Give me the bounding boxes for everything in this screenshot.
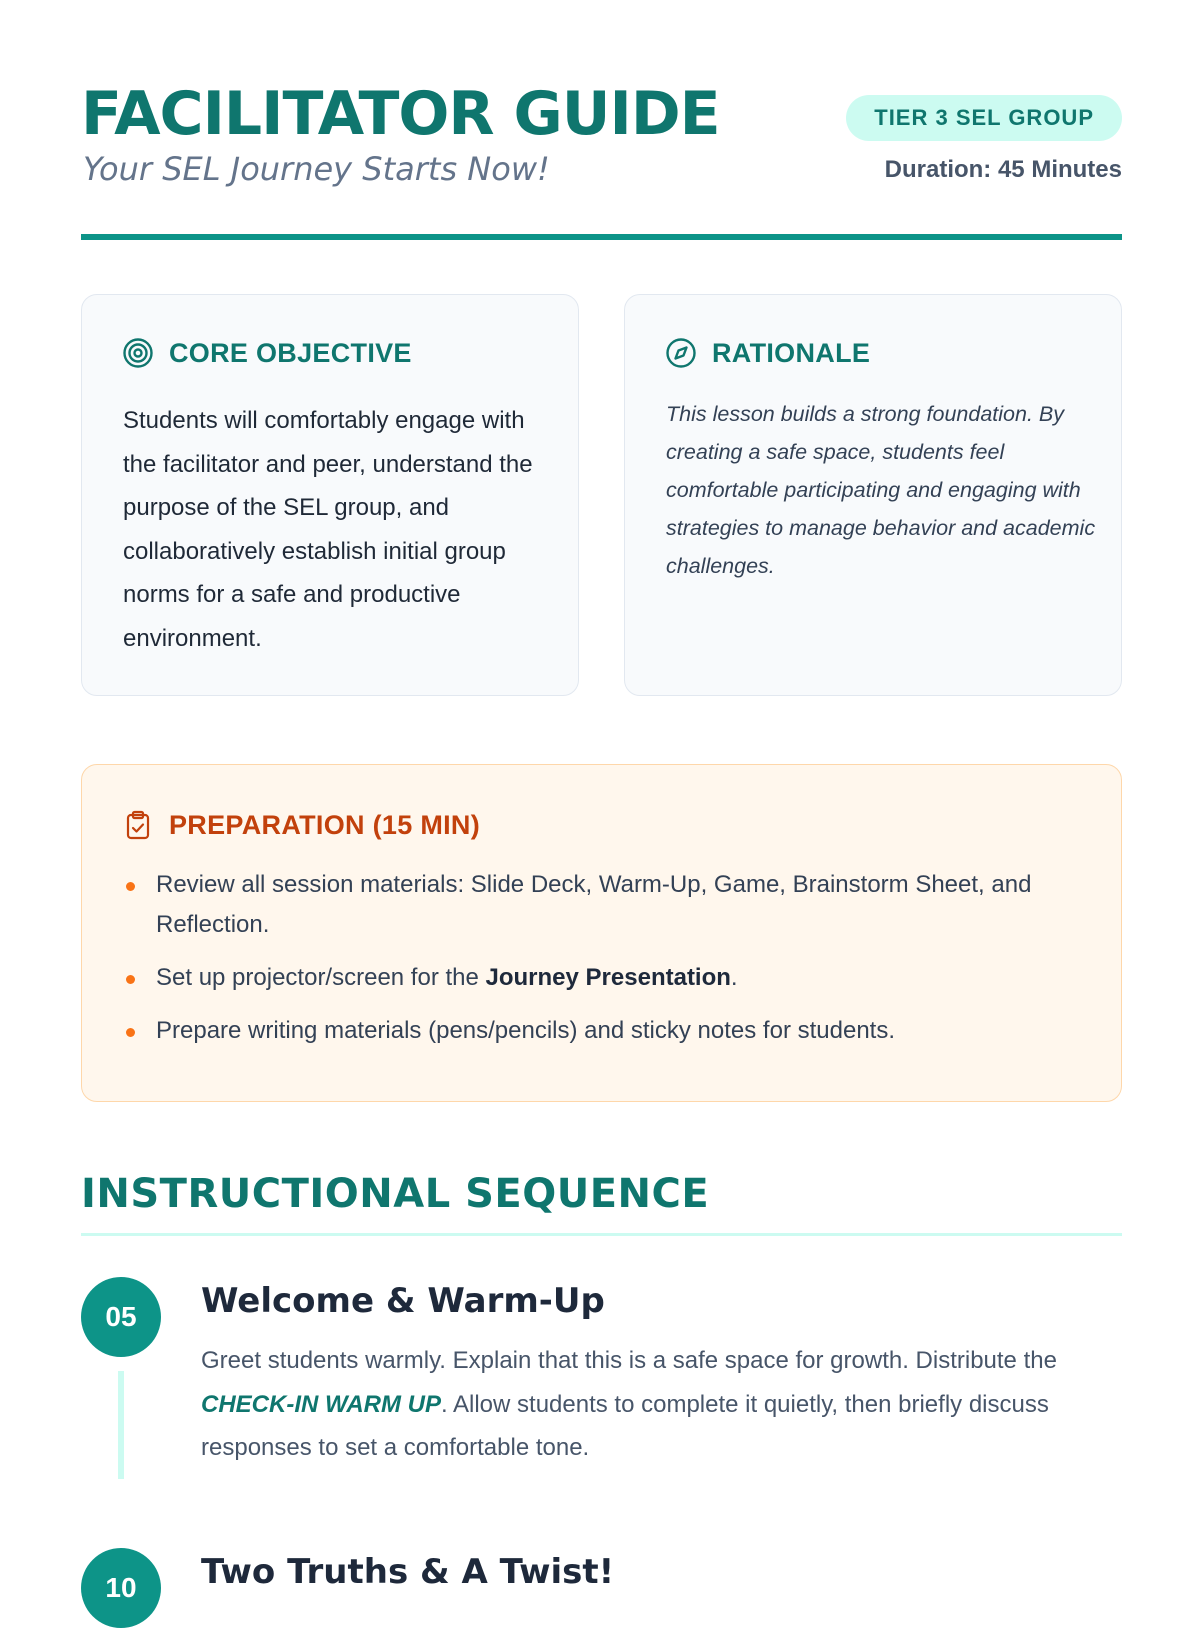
list-item-text-post: .	[730, 964, 738, 991]
rationale-title: RATIONALE	[712, 337, 871, 368]
step-description-post: . Allow students to complete it quietly, then briefly discuss responses to set a comfortable tone.	[201, 1390, 1049, 1461]
rationale-header	[665, 337, 870, 369]
core-objective-card	[81, 294, 579, 696]
sequence-divider	[81, 1233, 1122, 1236]
target-icon	[122, 337, 154, 369]
step-description	[201, 1339, 1101, 1470]
list-item-text: Prepare writing materials (pens/pencils) and sticky notes for students.	[156, 1017, 895, 1044]
rationale-card	[624, 294, 1122, 696]
bullet-icon	[126, 975, 135, 984]
preparation-header	[122, 809, 480, 841]
page-subtitle: Your SEL Journey Starts Now!	[83, 150, 550, 188]
step-description-highlight: CHECK-IN WARM UP	[201, 1390, 441, 1418]
step-connector	[118, 1371, 124, 1479]
list-item	[122, 865, 1082, 945]
header	[81, 80, 1122, 200]
list-item-text-bold: Journey Presentation	[485, 964, 731, 991]
step-minutes-badge: 05	[81, 1277, 161, 1357]
preparation-card	[81, 764, 1122, 1102]
bullet-icon	[126, 882, 135, 891]
step-minutes-badge: 10	[81, 1548, 161, 1628]
step-title: Two Truths & A Twist!	[201, 1552, 615, 1592]
duration-label: Duration: 45 Minutes	[884, 156, 1122, 183]
tier-badge: TIER 3 SEL GROUP	[846, 95, 1122, 141]
header-divider	[81, 234, 1122, 240]
step-title: Welcome & Warm-Up	[201, 1281, 605, 1321]
list-item	[122, 1011, 1082, 1051]
core-objective-header	[122, 337, 412, 369]
preparation-title: PREPARATION (15 MIN)	[169, 809, 481, 840]
sequence-step	[81, 1277, 1122, 1477]
list-item	[122, 958, 1082, 998]
preparation-list	[122, 865, 1082, 1064]
core-objective-title: CORE OBJECTIVE	[169, 337, 412, 368]
list-item-text-pre: Set up projector/screen for the	[156, 964, 486, 991]
rationale-text: This lesson builds a strong foundation. By creating a safe space, students feel comfortable participating and engaging with strategies to manage behavior and academic challenges.	[666, 402, 1096, 578]
instructional-sequence-heading: INSTRUCTIONAL SEQUENCE	[81, 1171, 710, 1217]
step-description-pre: Greet students warmly. Explain that this is a safe space for growth. Distribute the	[201, 1347, 1057, 1374]
list-item-text: Review all session materials: Slide Deck, Warm-Up, Game, Brainstorm Sheet, and Reflection.	[156, 871, 1032, 938]
sequence-step	[81, 1548, 1122, 1603]
bullet-icon	[126, 1028, 135, 1037]
clipboard-check-icon	[122, 809, 154, 841]
core-objective-text: Students will comfortably engage with the facilitator and peer, understand the purpose of the SEL group, and collaboratively establish initial group norms for a safe and productive environment.	[123, 407, 533, 652]
page-title: FACILITATOR GUIDE	[81, 79, 720, 149]
compass-icon	[665, 337, 697, 369]
